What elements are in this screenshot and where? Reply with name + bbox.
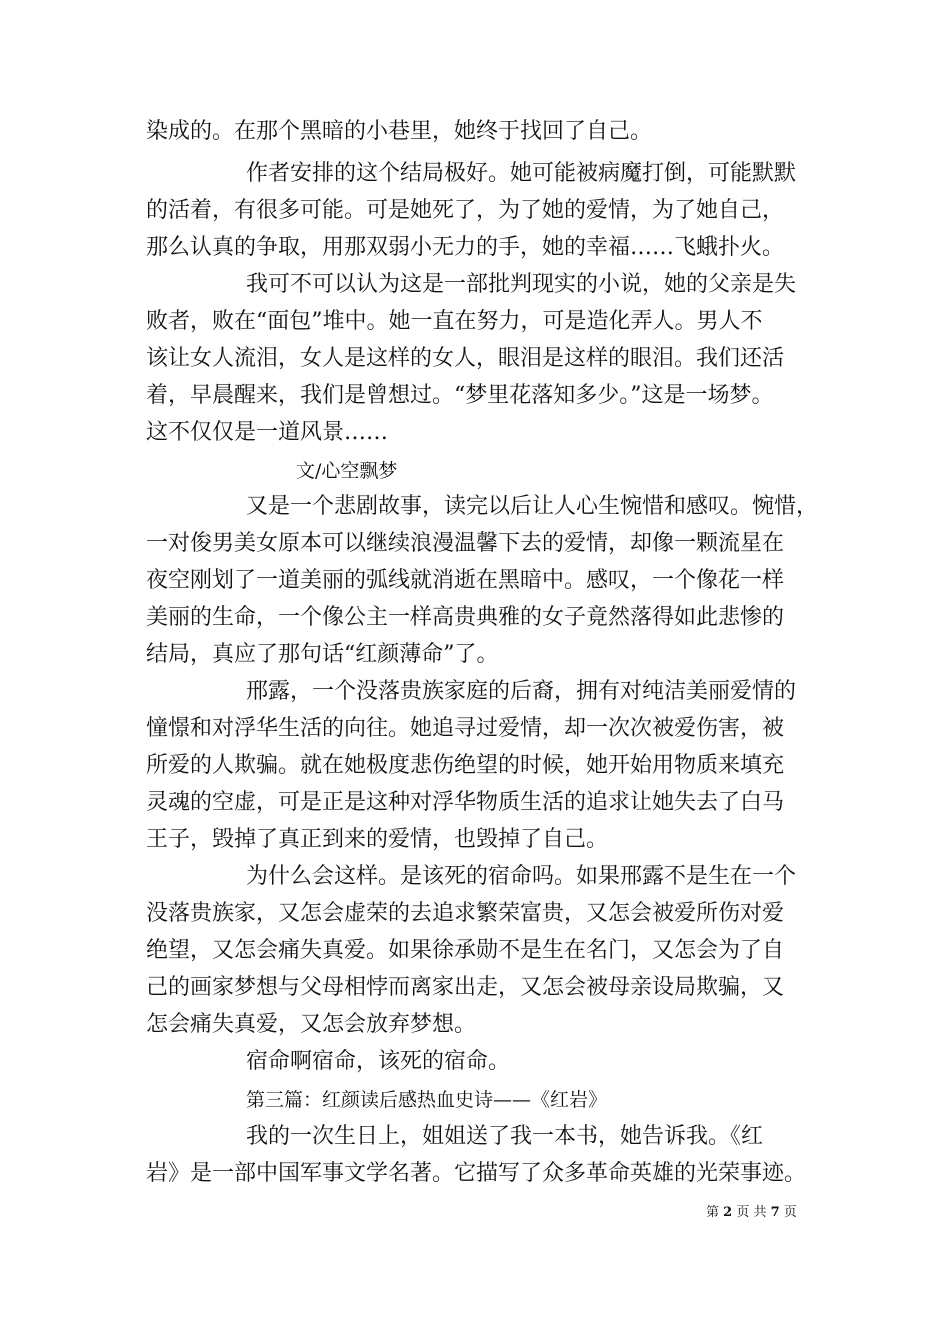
body-text-line: 这不仅仅是一道风景…… xyxy=(146,420,389,445)
paragraph-first-line: 作者安排的这个结局极好。她可能被病魔打倒，可能默默 xyxy=(246,161,797,186)
body-text-line: 没落贵族家，又怎会虚荣的去追求繁荣富贵，又怎会被爱所伤对爱 xyxy=(146,901,785,926)
author-byline: 文/心空飘梦 xyxy=(296,460,398,482)
body-text-line: 美丽的生命，一个像公主一样高贵典雅的女子竟然落得如此悲惨的 xyxy=(146,605,785,630)
body-text-line: 岩》是一部中国军事文学名著。它描写了众多革命英雄的光荣事迹。 xyxy=(146,1161,807,1186)
footer-prefix: 第 xyxy=(706,1205,720,1220)
body-text-line: 一对俊男美女原本可以继续浪漫温馨下去的爱情，却像一颗流星在 xyxy=(146,531,785,556)
paragraph-first-line: 又是一个悲剧故事，读完以后让人心生惋惜和感叹。惋惜， xyxy=(246,494,819,519)
body-text-line: 的活着，有很多可能。可是她死了，为了她的爱情，为了她自己， xyxy=(146,198,785,223)
paragraph-first-line: 我可不可以认为这是一部批判现实的小说，她的父亲是失 xyxy=(246,272,797,297)
body-text-line: 结局，真应了那句话“红颜薄命”了。 xyxy=(146,642,499,667)
paragraph-first-line: 邢露，一个没落贵族家庭的后裔，拥有对纯洁美丽爱情的 xyxy=(246,679,797,704)
body-text-line: 绝望，又怎会痛失真爱。如果徐承勋不是生在名门，又怎会为了自 xyxy=(146,938,785,963)
body-text-line: 己的画家梦想与父母相悖而离家出走，又怎会被母亲设局欺骗，又 xyxy=(146,975,785,1000)
body-text-line: 着，早晨醒来，我们是曾想过。“梦里花落知多少。”这是一场梦。 xyxy=(146,383,774,408)
body-text-line: 所爱的人欺骗。就在她极度悲伤绝望的时候，她开始用物质来填充 xyxy=(146,753,785,778)
body-text-line: 那么认真的争取，用那双弱小无力的手，她的幸福……飞蛾扑火。 xyxy=(146,235,785,260)
body-text-line: 憧憬和对浮华生活的向往。她追寻过爱情，却一次次被爱伤害，被 xyxy=(146,716,785,741)
page-footer xyxy=(706,1204,797,1222)
body-text-line: 灵魂的空虚，可是正是这种对浮华物质生活的追求让她失去了白马 xyxy=(146,790,785,815)
paragraph-first-line: 为什么会这样。是该死的宿命吗。如果邢露不是生在一个 xyxy=(246,864,797,889)
body-text-line: 染成的。在那个黑暗的小巷里，她终于找回了自己。 xyxy=(146,119,653,144)
paragraph-first-line: 宿命啊宿命，该死的宿命。 xyxy=(246,1049,511,1074)
footer-suffix: 页 xyxy=(783,1205,797,1220)
current-page-number: 2 xyxy=(723,1205,733,1220)
body-text-line: 王子，毁掉了真正到来的爱情，也毁掉了自己。 xyxy=(146,827,609,852)
section-heading: 第三篇：红颜读后感热血史诗——《红岩》 xyxy=(246,1089,608,1111)
footer-middle: 页 共 xyxy=(736,1205,767,1220)
paragraph-first-line: 我的一次生日上，姐姐送了我一本书，她告诉我。《红 xyxy=(246,1124,764,1149)
body-text-line: 怎会痛失真爱，又怎会放弃梦想。 xyxy=(146,1012,477,1037)
body-text-line: 该让女人流泪，女人是这样的女人，眼泪是这样的眼泪。我们还活 xyxy=(146,346,785,371)
total-page-count: 7 xyxy=(770,1205,780,1220)
body-text-line: 败者，败在“面包”堆中。她一直在努力，可是造化弄人。男人不 xyxy=(146,309,763,334)
body-text-line: 夜空刚划了一道美丽的弧线就消逝在黑暗中。感叹，一个像花一样 xyxy=(146,568,785,593)
